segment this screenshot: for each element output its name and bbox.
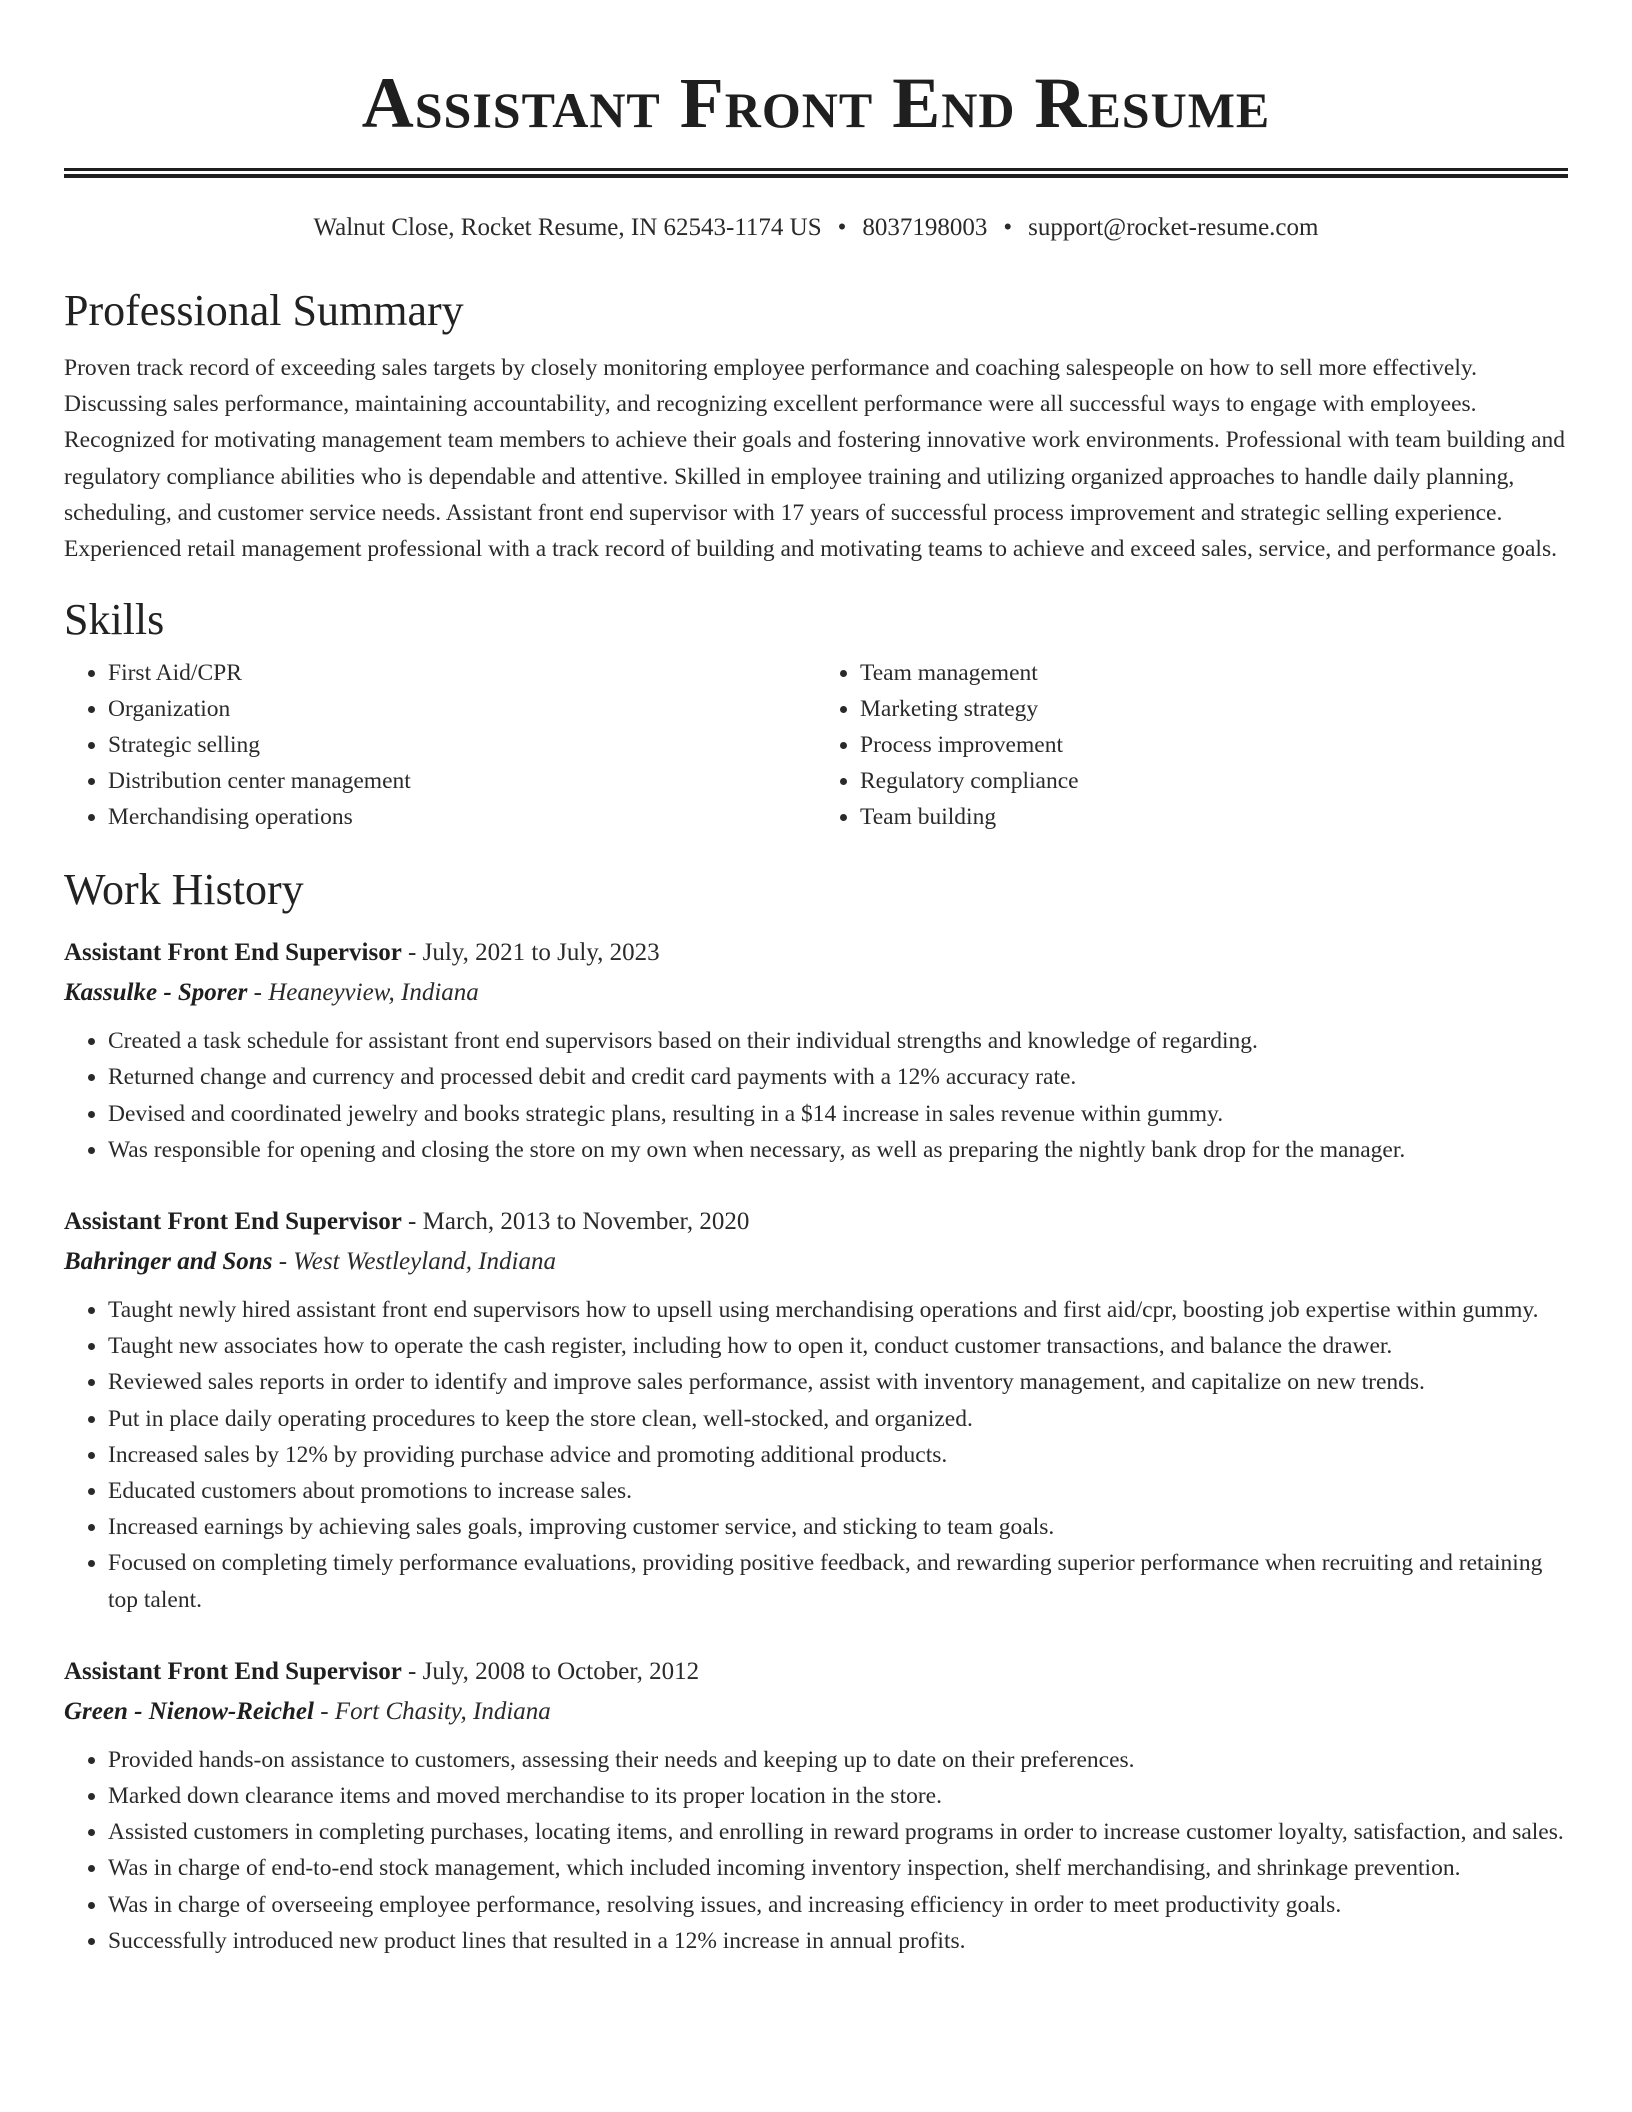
job-bullet: • Was in charge of overseeing employee performance, resolving issues, and increasing efficiency in order to meet productivity goals.	[108, 1887, 1568, 1923]
job-location: - West Westleyland, Indiana	[272, 1248, 556, 1276]
job-title-line	[64, 1652, 1568, 1692]
job-company-line	[64, 1692, 1568, 1732]
contact-email: support@rocket-resume.com	[1028, 214, 1319, 241]
job-bullet: • Educated customers about promotions to increase sales.	[108, 1473, 1568, 1509]
job-company: Kassulke - Sporer	[64, 979, 248, 1007]
title-double-rule	[64, 168, 1568, 178]
job-dates: - March, 2013 to November, 2020	[401, 1208, 750, 1236]
skills-section	[64, 593, 1568, 835]
summary-heading: Professional Summary	[64, 286, 464, 335]
job-company-line	[64, 973, 1568, 1013]
skill-item: • Distribution center management	[108, 763, 816, 799]
job-bullet: • Taught newly hired assistant front end supervisors how to upsell using merchandising operations and first aid/cpr, boosting job expertise within gummy.	[108, 1292, 1568, 1328]
job-bullet: • Reviewed sales reports in order to identify and improve sales performance, assist with inventory management, and capitalize on new trends.	[108, 1364, 1568, 1400]
job-bullet: • Put in place daily operating procedures to keep the store clean, well-stocked, and organized.	[108, 1401, 1568, 1437]
skill-item: • Strategic selling	[108, 727, 816, 763]
work-history-section	[64, 863, 1568, 1959]
job-title: Assistant Front End Supervisor	[64, 1208, 402, 1236]
job-bullet: • Successfully introduced new product lines that resulted in a 12% increase in annual profits.	[108, 1923, 1568, 1959]
job-bullet: • Devised and coordinated jewelry and books strategic plans, resulting in a $14 increase in sales revenue within gummy.	[108, 1096, 1568, 1132]
job-bullet: • Created a task schedule for assistant front end supervisors based on their individual strengths and knowledge of regarding.	[108, 1023, 1568, 1059]
skills-column-right	[816, 655, 1568, 835]
job-bullet: • Taught new associates how to operate the cash register, including how to open it, conduct customer transactions, and balance the drawer.	[108, 1328, 1568, 1364]
job-title-line	[64, 933, 1568, 973]
job-dates: - July, 2021 to July, 2023	[401, 939, 660, 967]
contact-line	[64, 212, 1568, 244]
contact-address: Walnut Close, Rocket Resume, IN 62543-1174 US	[313, 214, 822, 241]
professional-summary-section	[64, 284, 1568, 567]
job-location: - Fort Chasity, Indiana	[313, 1697, 551, 1725]
job-entry	[64, 933, 1568, 1168]
skill-item: • Organization	[108, 691, 816, 727]
job-entry	[64, 1202, 1568, 1618]
skill-item: • Process improvement	[860, 727, 1568, 763]
job-bullet-list	[64, 1023, 1568, 1168]
job-bullet: • Increased sales by 12% by providing purchase advice and promoting additional products.	[108, 1437, 1568, 1473]
job-bullet: • Provided hands-on assistance to customers, assessing their needs and keeping up to date on their preferences.	[108, 1742, 1568, 1778]
job-bullet: • Assisted customers in completing purchases, locating items, and enrolling in reward programs in order to increase customer loyalty, satisfaction, and sales.	[108, 1814, 1568, 1850]
skill-item: • First Aid/CPR	[108, 655, 816, 691]
job-company-line	[64, 1242, 1568, 1282]
skill-item: • Marketing strategy	[860, 691, 1568, 727]
job-entry	[64, 1652, 1568, 1959]
skill-item: • Merchandising operations	[108, 799, 816, 835]
job-company: Bahringer and Sons	[64, 1248, 273, 1276]
contact-phone: 8037198003	[862, 214, 988, 241]
summary-text: Proven track record of exceeding sales targets by closely monitoring employee performance and coaching salespeople on how to sell more effectively. Discussing sales performance, maintaining accountability, and recognizing excellent performance were all successful ways to engage with employees. Recognized for motivating management team members to achieve their goals and fostering innovative work environments. Professional with team building and regulatory compliance abilities who is dependable and attentive. Skilled in employee training and utilizing organized approaches to handle daily planning, scheduling, and customer service needs. Assistant front end supervisor with 17 years of successful process improvement and strategic selling experience. Experienced retail management professional with a track record of building and motivating teams to achieve and exceed sales, service, and performance goals.	[64, 355, 1565, 563]
skill-item: • Team building	[860, 799, 1568, 835]
skill-item: • Team management	[860, 655, 1568, 691]
job-dates: - July, 2008 to October, 2012	[401, 1657, 700, 1685]
job-title: Assistant Front End Supervisor	[64, 939, 402, 967]
skills-column-left	[64, 655, 816, 835]
job-bullet-list	[64, 1742, 1568, 1959]
resume-title: Assistant Front End Resume	[361, 63, 1271, 143]
job-bullet: • Marked down clearance items and moved merchandise to its proper location in the store.	[108, 1778, 1568, 1814]
job-bullet: • Was responsible for opening and closing the store on my own when necessary, as well as preparing the nightly bank drop for the manager.	[108, 1132, 1568, 1168]
job-bullet: • Was in charge of end-to-end stock management, which included incoming inventory inspection, shelf merchandising, and shrinkage prevention.	[108, 1850, 1568, 1886]
skills-heading: Skills	[64, 595, 165, 645]
job-title-line	[64, 1202, 1568, 1242]
job-bullet: • Focused on completing timely performance evaluations, providing positive feedback, and rewarding superior performance when recruiting and retaining top talent.	[108, 1545, 1568, 1617]
work-history-heading: Work History	[64, 865, 304, 915]
job-bullet-list	[64, 1292, 1568, 1618]
job-title: Assistant Front End Supervisor	[64, 1657, 402, 1685]
contact-separator: •	[837, 214, 847, 241]
skills-grid	[64, 655, 1568, 835]
skill-item: • Regulatory compliance	[860, 763, 1568, 799]
contact-separator: •	[1003, 214, 1013, 241]
job-bullet: • Increased earnings by achieving sales goals, improving customer service, and sticking to team goals.	[108, 1509, 1568, 1545]
job-location: - Heaneyview, Indiana	[247, 979, 479, 1007]
job-bullet: • Returned change and currency and processed debit and credit card payments with a 12% accuracy rate.	[108, 1059, 1568, 1095]
job-company: Green - Nienow-Reichel	[64, 1697, 314, 1725]
